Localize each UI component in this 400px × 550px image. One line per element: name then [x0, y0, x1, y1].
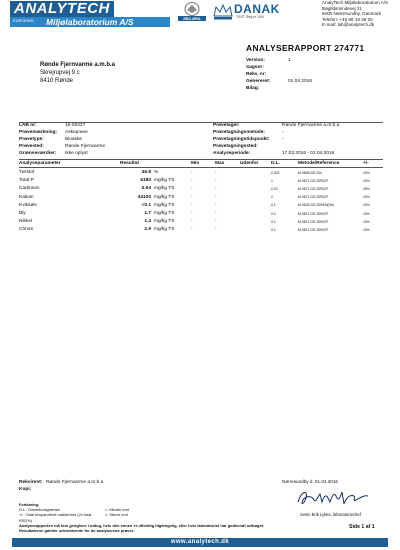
- max-cell: -: [215, 170, 217, 175]
- sample-value: Askeprøve: [65, 130, 88, 135]
- method-cell: M-0871 DS 259/ICP: [298, 187, 329, 192]
- result-unit: mg/kg TS: [154, 202, 175, 208]
- sample-row: [19, 123, 383, 130]
- method-cell: M-0871 DS 259/ICP: [298, 178, 329, 183]
- result-value: 46.8: [141, 170, 151, 175]
- legend-item: >: Større end: [105, 512, 128, 518]
- result-value: 1.7: [144, 211, 151, 216]
- table-row: [19, 194, 383, 202]
- dl-cell: 0.002: [271, 170, 280, 175]
- report-meta: [246, 57, 312, 92]
- sample-value: 16-05327: [65, 123, 86, 128]
- header-param: Analyseparameter: [19, 161, 61, 166]
- recipient-street: Skrejrupvej 9 c: [40, 70, 80, 76]
- legend: [19, 502, 129, 523]
- address-line: E-mail: lab@analytech.dk: [322, 22, 375, 28]
- max-cell: -: [215, 202, 217, 208]
- dl-cell: 0.02: [271, 187, 278, 192]
- result-unit: mg/kg TS: [154, 186, 175, 192]
- recipient-address: [40, 61, 115, 85]
- dl-cell: 2: [271, 195, 273, 200]
- danak-crown-icon: [212, 2, 234, 22]
- result-unit: %: [154, 170, 159, 175]
- min-cell: -: [191, 227, 193, 233]
- meta-row: [246, 71, 312, 78]
- pm-cell: 10%: [363, 211, 370, 216]
- dl-cell: 1: [271, 178, 273, 183]
- header-method: Metode/Reference: [298, 161, 340, 166]
- max-cell: -: [215, 186, 217, 192]
- pm-cell: 10%: [363, 170, 370, 175]
- min-cell: -: [191, 211, 193, 216]
- danak-text: DANAK: [234, 2, 280, 16]
- sample-key: LAB nr:: [19, 123, 37, 128]
- table-row: [19, 210, 383, 218]
- result-value: 2.9: [144, 227, 151, 233]
- recipient-name: Rønde Fjernvarme a.m.b.a: [40, 62, 116, 68]
- table-row: [19, 169, 383, 177]
- meta-key: Sagsnr:: [246, 65, 264, 70]
- result-unit: mg/kg TS: [154, 211, 175, 216]
- sample-row: [19, 137, 383, 144]
- meta-row: [246, 85, 312, 92]
- method-cell: M-0871 DS 259/ICP: [298, 228, 329, 233]
- header-dl: D.L.: [271, 161, 281, 166]
- pm-cell: 10%: [363, 178, 370, 183]
- pm-cell: 25%: [363, 187, 370, 192]
- sample-key: Prøvetagningstidspunkt:: [213, 137, 270, 142]
- meta-key: Version:: [246, 58, 265, 63]
- sample-key: Prøvetager:: [213, 123, 240, 128]
- min-cell: -: [191, 219, 193, 225]
- max-cell: -: [215, 194, 217, 200]
- rekvirent-key: Rekvirent:: [19, 480, 43, 485]
- table-row: [19, 226, 383, 234]
- page-number: Side 1 af 1: [349, 524, 375, 530]
- pm-cell: 10%: [363, 195, 370, 200]
- max-cell: -: [215, 219, 217, 225]
- sample-key: Prøvemærkning:: [19, 130, 58, 135]
- result-unit: mg/kg TS: [154, 178, 175, 184]
- result-value: 6180: [140, 178, 151, 184]
- meta-value: 01.04.2016: [288, 79, 313, 84]
- sample-key: Prøvetagningssted:: [213, 144, 258, 149]
- meta-row: [246, 64, 312, 71]
- legend-header: Forklaring:: [19, 502, 40, 507]
- disclaimer: [19, 523, 264, 534]
- min-cell: -: [191, 202, 193, 208]
- result-unit: mg/kg TS: [154, 219, 175, 225]
- param-cell: Bly: [19, 211, 26, 216]
- result-value: 1.4: [144, 219, 151, 225]
- dl-cell: 0.1: [271, 203, 276, 208]
- method-cell: M-0626 DS 259/EN(Hb): [298, 203, 334, 208]
- table-row: [19, 218, 383, 226]
- table-row: [19, 185, 383, 193]
- meta-key: Bilag:: [246, 86, 260, 91]
- rekvirent-value: Rønde Fjernvarme a.m.b.a: [46, 480, 104, 485]
- header-udenfor: Udenfor: [240, 161, 259, 166]
- logo-sub-text: Miljølaboratorium A/S: [10, 17, 170, 27]
- meta-row: [246, 78, 312, 85]
- website-link[interactable]: www.analytech.dk: [12, 538, 388, 547]
- pm-cell: 10%: [363, 219, 370, 224]
- sample-value: -: [282, 130, 284, 135]
- param-cell: Cadmium: [19, 186, 40, 192]
- header-max: Max: [215, 161, 225, 166]
- legend-item: <: Mindre end: [105, 507, 129, 513]
- logo-tag-text: EUROFINS: [13, 18, 34, 23]
- table-row: [19, 177, 383, 185]
- result-unit: mg/kg TS: [154, 227, 175, 233]
- sample-value: Rønde Fjernvarme: [65, 144, 105, 149]
- method-cell: M-0808 DS 204: [298, 170, 322, 175]
- header-result: Resultat: [120, 161, 139, 166]
- accreditation-seal-icon: [177, 1, 207, 23]
- sample-row: [19, 144, 383, 151]
- method-cell: M-0871 DS 259/ICP: [298, 211, 329, 216]
- param-cell: Tørstof: [19, 170, 35, 175]
- param-cell: Total-P: [19, 178, 34, 184]
- address-line: Bøgildsmindevej 21: [322, 5, 363, 11]
- min-cell: -: [191, 186, 193, 192]
- sample-value: Bioaske: [65, 137, 83, 142]
- signature-image: [294, 486, 374, 510]
- sample-key: Analyseperiode:: [213, 151, 251, 156]
- dl-cell: 0.1: [271, 228, 276, 233]
- max-cell: -: [215, 227, 217, 233]
- table-row: [19, 202, 383, 210]
- max-cell: -: [215, 178, 217, 184]
- danak-registration: TEST Reg.nr. 630: [236, 15, 264, 19]
- dl-cell: 0.1: [271, 219, 276, 224]
- param-cell: Kalium: [19, 194, 34, 200]
- logo-main-text: ANALYTECH: [10, 1, 114, 17]
- result-unit: mg/kg TS: [154, 194, 175, 200]
- legend-item: +/-: Total ekspanderet usikkerhed (2x total RSD%): [19, 512, 92, 523]
- address-line: AnalyTech Miljølaboratorium A/S: [322, 0, 389, 5]
- header-pm: +/-: [363, 161, 369, 166]
- requester-info: [19, 479, 103, 493]
- param-cell: Chrom: [19, 227, 34, 233]
- max-cell: -: [215, 211, 217, 216]
- result-value: 44100: [137, 194, 151, 200]
- disclaimer-line: Analyserapporten må kun gengives i udtog, hvis den ennen er offentlig tilgængelig, eller hvis laboratoriet har godkendt udtrøget.: [19, 523, 265, 528]
- analytech-logo: [10, 1, 170, 29]
- table-header: [19, 160, 383, 168]
- pm-cell: 10%: [363, 228, 370, 233]
- company-address: [322, 0, 388, 28]
- min-cell: -: [191, 178, 193, 184]
- sample-value: Rønde Fjernvarme a.m.b.a: [282, 123, 340, 128]
- signer-name: Svein Erik Lykke, laboratoriechef: [300, 512, 361, 517]
- param-cell: Kviksølv: [19, 202, 37, 208]
- meta-key: Rekv. nr:: [246, 72, 267, 77]
- meta-row: [246, 57, 312, 64]
- sample-value: -: [282, 137, 284, 142]
- sample-row: [19, 130, 383, 137]
- report-title: ANALYSERAPPORT 274771: [246, 43, 365, 53]
- sample-key: Prøvested:: [19, 144, 44, 149]
- min-cell: -: [191, 194, 193, 200]
- danak-logo: [212, 2, 280, 24]
- legend-item: D.L.: Detektionsgrænse: [19, 507, 60, 513]
- date-city: Nørresundby d. 01.04.2016: [282, 479, 338, 484]
- pm-cell: 10%: [363, 203, 370, 208]
- dl-cell: 0.2: [271, 211, 276, 216]
- sample-row: [19, 151, 383, 158]
- meta-key: Genereret:: [246, 79, 271, 84]
- sample-key: Prøvetagningsmetode:: [213, 130, 265, 135]
- method-cell: M-0871 DS 259/ICP: [298, 195, 329, 200]
- result-value: 0.04: [141, 186, 151, 192]
- sample-value: 17.03.2016 - 01.04.2016: [282, 151, 335, 156]
- sample-value: Ikke oplyst: [65, 151, 88, 156]
- address-line: 9400 Nørresundby, Danmark: [322, 11, 381, 17]
- meta-value: 1: [288, 58, 291, 63]
- header-min: Min: [191, 161, 200, 166]
- address-line: Telefon: +45 98 19 39 00: [322, 16, 373, 22]
- result-value: <0.1: [141, 202, 151, 208]
- kopi-key: Kopi:: [19, 487, 32, 492]
- param-cell: Nikkel: [19, 219, 33, 225]
- legend-row: [19, 512, 129, 522]
- min-cell: -: [191, 170, 193, 175]
- disclaimer-line: Resultaterne gælder udelukkende for de analyserede prøver.: [19, 528, 135, 534]
- sample-key: Grænseværdier:: [19, 151, 57, 156]
- method-cell: M-0871 DS 259/ICP: [298, 219, 329, 224]
- recipient-city: 8410 Rønde: [40, 78, 74, 84]
- accreditation-text: RBC-MRA: [183, 17, 201, 21]
- sample-key: Prøvetype:: [19, 137, 44, 142]
